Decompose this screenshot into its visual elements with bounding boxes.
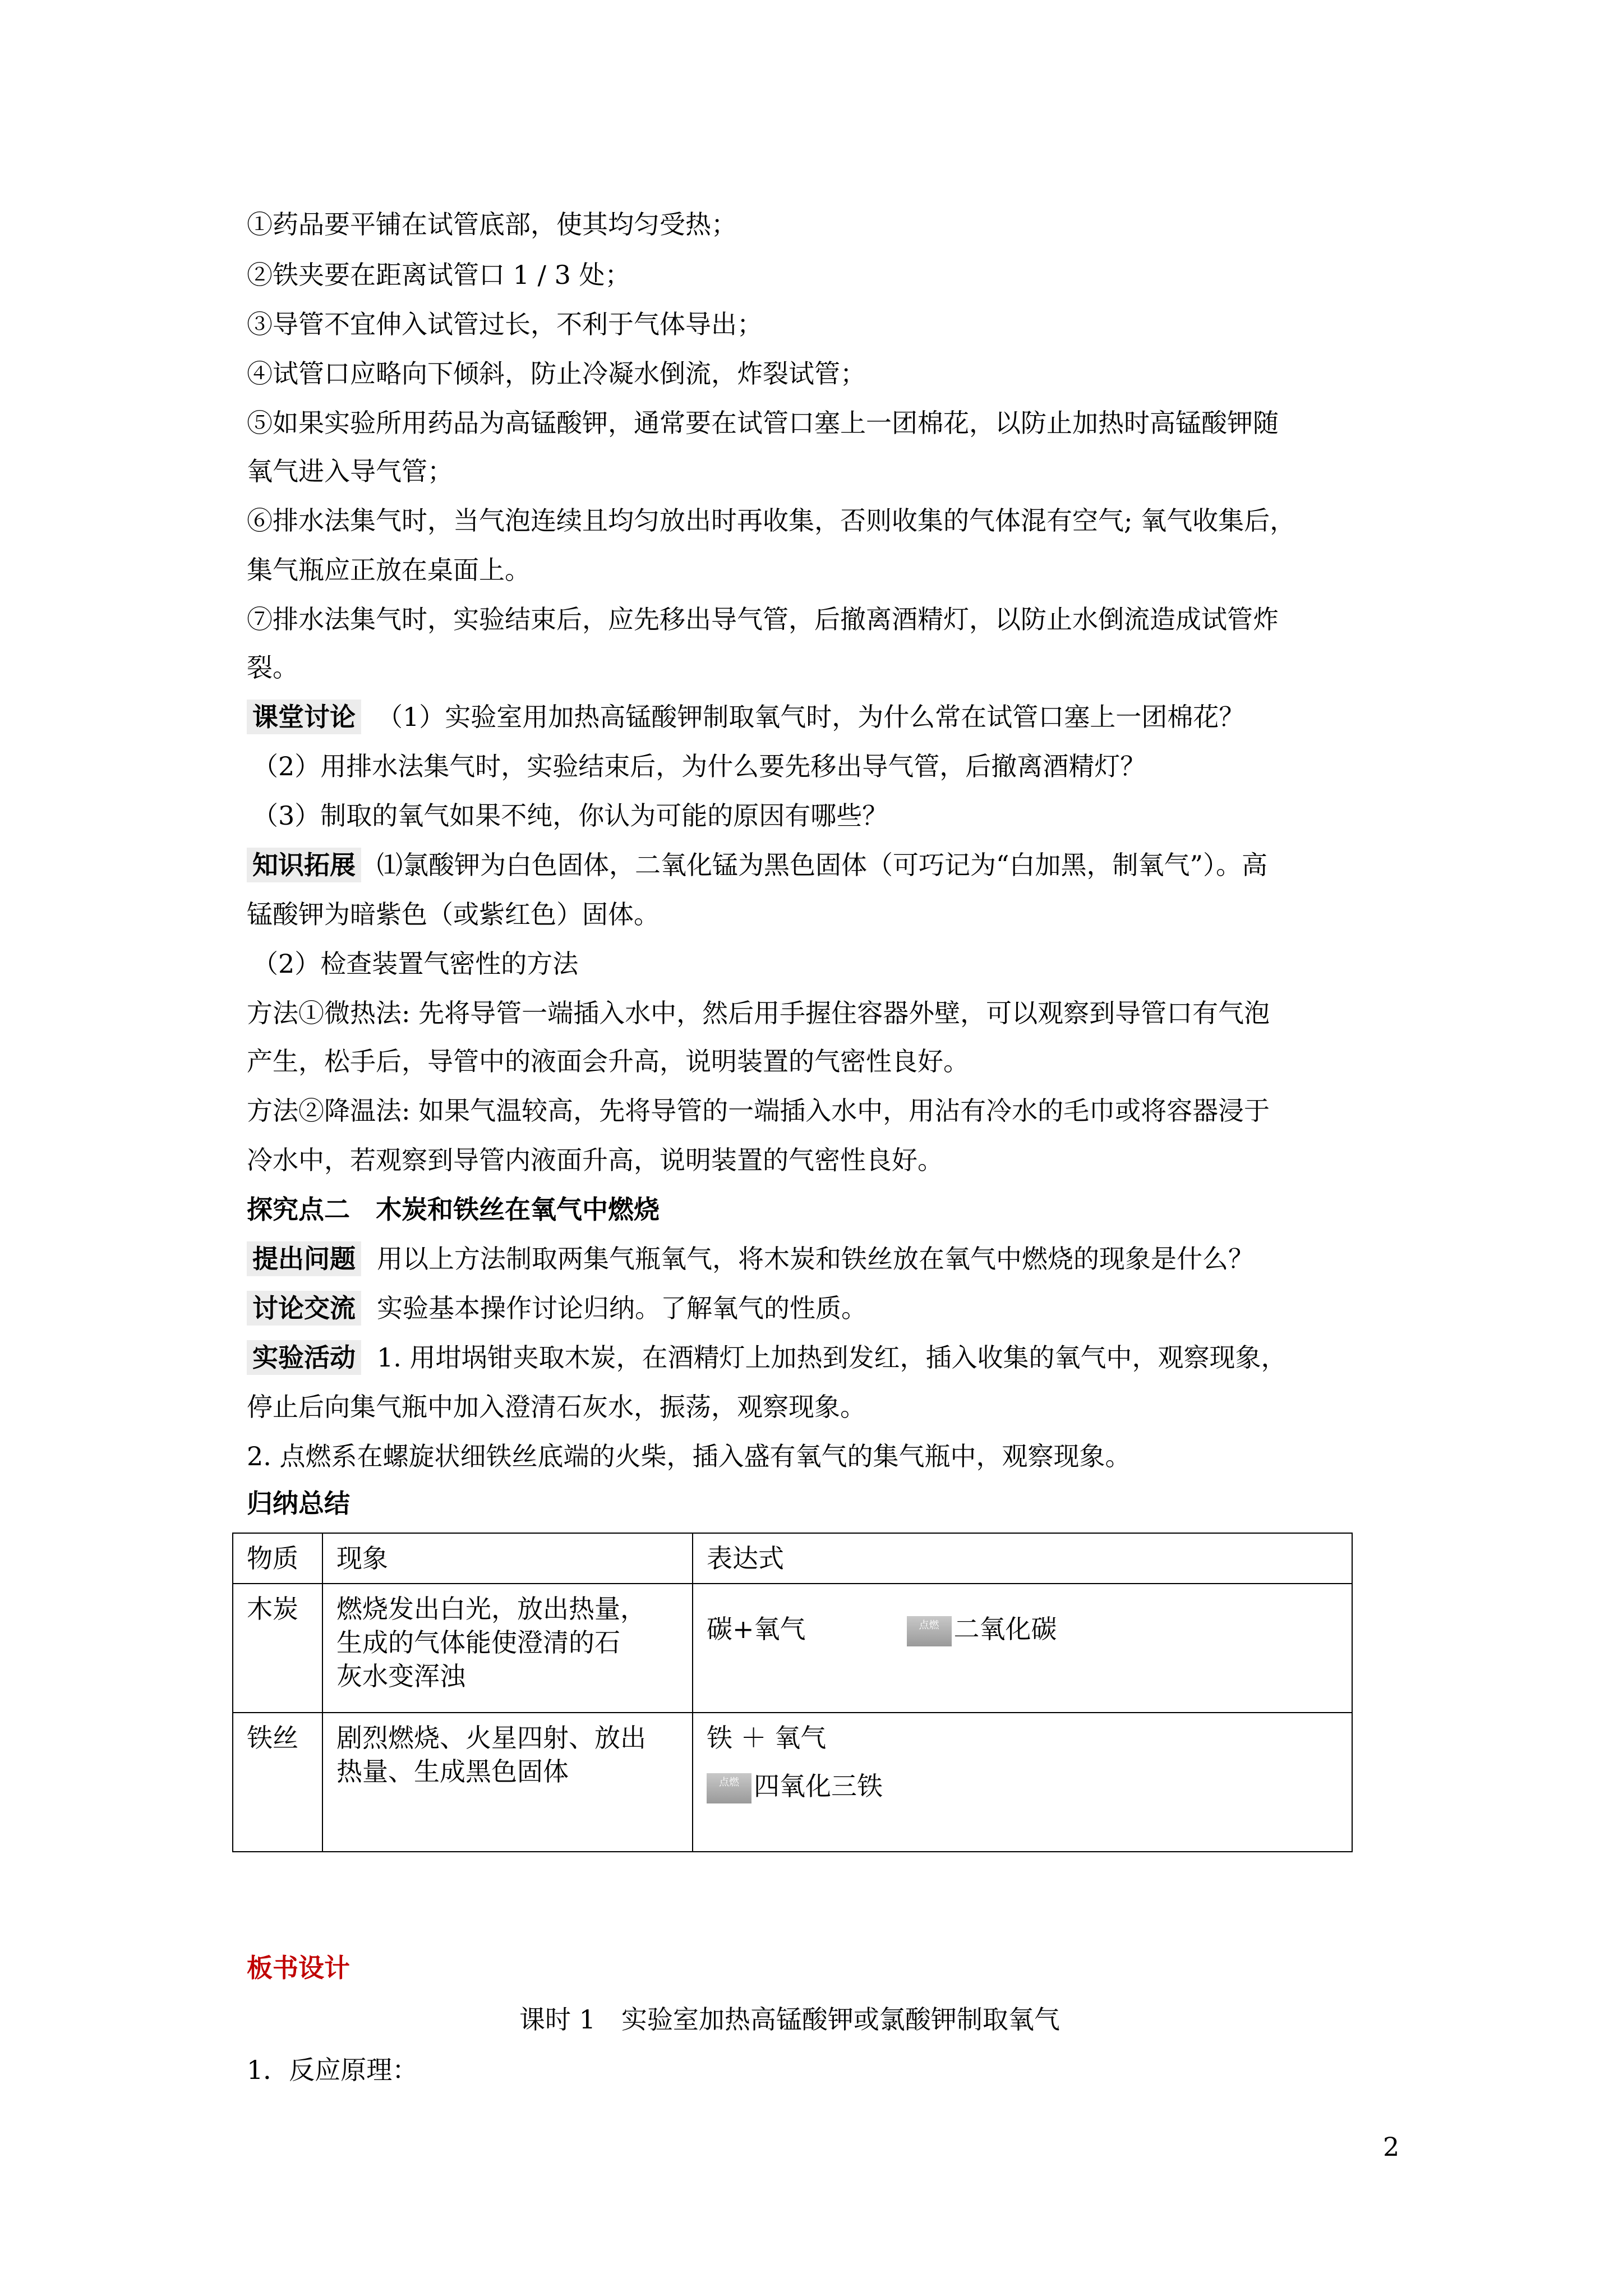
extension-l1: ⑴氯酸钾为白色固体，二氧化锰为黑色固体（可巧记为“白加黑，制氧气”）。高 xyxy=(377,850,1268,880)
talk-label: 讨论交流 xyxy=(247,1291,361,1326)
ask-text: 用以上方法制取两集气瓶氧气，将木炭和铁丝放在氧气中燃烧的现象是什么？ xyxy=(377,1244,1254,1274)
extension-l7: 冷水中，若观察到导管内液面升高，说明装置的气密性良好。 xyxy=(247,1145,943,1175)
section-title: 探究点二 木炭和铁丝在氧气中燃烧 xyxy=(247,1194,660,1225)
talk-text: 实验基本操作讨论归纳。了解氧气的性质。 xyxy=(377,1293,867,1323)
expression-cell xyxy=(693,1584,1352,1713)
extension-l6: 方法②降温法: 如果气温较高，先将导管的一端插入水中，用沾有冷水的毛巾或将容器浸于 xyxy=(247,1096,1270,1126)
text-line: ⑦排水法集气时，实验结束后，应先移出导气管，后撤离酒精灯，以防止水倒流造成试管炸 xyxy=(247,604,1279,634)
table-header-row xyxy=(233,1533,1352,1584)
activity-1: 1. 用坩埚钳夹取木炭，在酒精灯上加热到发红，插入收集的氧气中，观察现象， xyxy=(377,1342,1287,1373)
summary-table xyxy=(232,1533,1353,1852)
text-line: ⑥排水法集气时，当气泡连续且均匀放出时再收集，否则收集的气体混有空气; 氧气收集后， xyxy=(247,505,1296,536)
text-line: 裂。 xyxy=(247,652,298,683)
page-number: 2 xyxy=(1383,2132,1400,2162)
board-title: 课时 1 实验室加热高锰酸钾或氯酸钾制取氧气 xyxy=(519,2004,1060,2035)
board-item: 1．反应原理： xyxy=(247,2055,418,2085)
phenomenon-line: 热量、生成黑色固体 xyxy=(336,1756,569,1787)
text-line: ③导管不宜伸入试管过长，不利于气体导出； xyxy=(247,309,763,339)
substance-cell: 木炭 xyxy=(233,1584,322,1713)
product: 四氧化三铁 xyxy=(754,1771,883,1801)
phenomenon-line: 剧烈燃烧、火星四射、放出 xyxy=(336,1723,646,1753)
discussion-q2: （2）用排水法集气时，实验结束后，为什么要先移出导气管，后撤离酒精灯？ xyxy=(252,751,1146,781)
summary-label: 归纳总结 xyxy=(247,1488,350,1519)
phenomenon-line: 生成的气体能使澄清的石 xyxy=(336,1627,620,1658)
ignite-condition-icon: 点燃 xyxy=(707,1773,751,1803)
reactants: 铁 ＋ 氧气 xyxy=(707,1723,827,1753)
extension-l2: 锰酸钾为暗紫色（或紫红色）固体。 xyxy=(247,899,660,930)
text-line: 氧气进入导气管； xyxy=(247,456,453,486)
extension-l5: 产生，松手后，导管中的液面会升高，说明装置的气密性良好。 xyxy=(247,1046,969,1076)
text-line: ④试管口应略向下倾斜，防止冷凝水倒流，炸裂试管； xyxy=(247,358,866,389)
ask-line xyxy=(247,1242,1254,1276)
table-row xyxy=(233,1713,1352,1852)
reactants: 碳+氧气 xyxy=(707,1614,806,1644)
activity-line xyxy=(247,1341,1287,1374)
extension-l3: （2）检查装置气密性的方法 xyxy=(252,949,579,979)
text-line: 集气瓶应正放在桌面上。 xyxy=(247,555,531,585)
phenomenon-cell xyxy=(322,1584,693,1713)
ignite-condition-icon: 点燃 xyxy=(907,1616,952,1646)
table-header: 表达式 xyxy=(693,1533,1352,1584)
substance-cell: 铁丝 xyxy=(233,1713,322,1852)
activity-3: 2. 点燃系在螺旋状细铁丝底端的火柴，插入盛有氧气的集气瓶中，观察现象。 xyxy=(247,1441,1131,1471)
ask-label: 提出问题 xyxy=(247,1241,361,1276)
extension-line xyxy=(247,848,1267,882)
phenomenon-line: 灰水变浑浊 xyxy=(336,1661,465,1691)
table-row xyxy=(233,1584,1352,1713)
table-header: 现象 xyxy=(322,1533,693,1584)
activity-2: 停止后向集气瓶中加入澄清石灰水，振荡，观察现象。 xyxy=(247,1392,866,1422)
extension-l4: 方法①微热法: 先将导管一端插入水中，然后用手握住容器外壁，可以观察到导管口有气泡 xyxy=(247,998,1270,1028)
phenomenon-line: 燃烧发出白光，放出热量， xyxy=(336,1594,646,1624)
discussion-q1: （1）实验室用加热高锰酸钾制取氧气时，为什么常在试管口塞上一团棉花？ xyxy=(377,702,1245,732)
board-label: 板书设计 xyxy=(247,1953,350,1983)
text-line: ②铁夹要在距离试管口 1 / 3 处； xyxy=(247,260,631,290)
extension-label: 知识拓展 xyxy=(247,848,361,882)
phenomenon-cell xyxy=(322,1713,693,1852)
talk-line xyxy=(247,1291,867,1325)
table-header: 物质 xyxy=(233,1533,322,1584)
expression-cell xyxy=(693,1713,1352,1852)
product: 二氧化碳 xyxy=(953,1614,1057,1644)
discussion-q3: （3）制取的氧气如果不纯，你认为可能的原因有哪些？ xyxy=(252,800,888,831)
discussion-line xyxy=(247,700,1244,734)
text-line: ⑤如果实验所用药品为高锰酸钾，通常要在试管口塞上一团棉花，以防止加热时高锰酸钾随 xyxy=(247,408,1279,438)
activity-label: 实验活动 xyxy=(247,1340,361,1375)
text-line: ①药品要平铺在试管底部，使其均匀受热； xyxy=(247,209,737,240)
discussion-label: 课堂讨论 xyxy=(247,700,361,734)
